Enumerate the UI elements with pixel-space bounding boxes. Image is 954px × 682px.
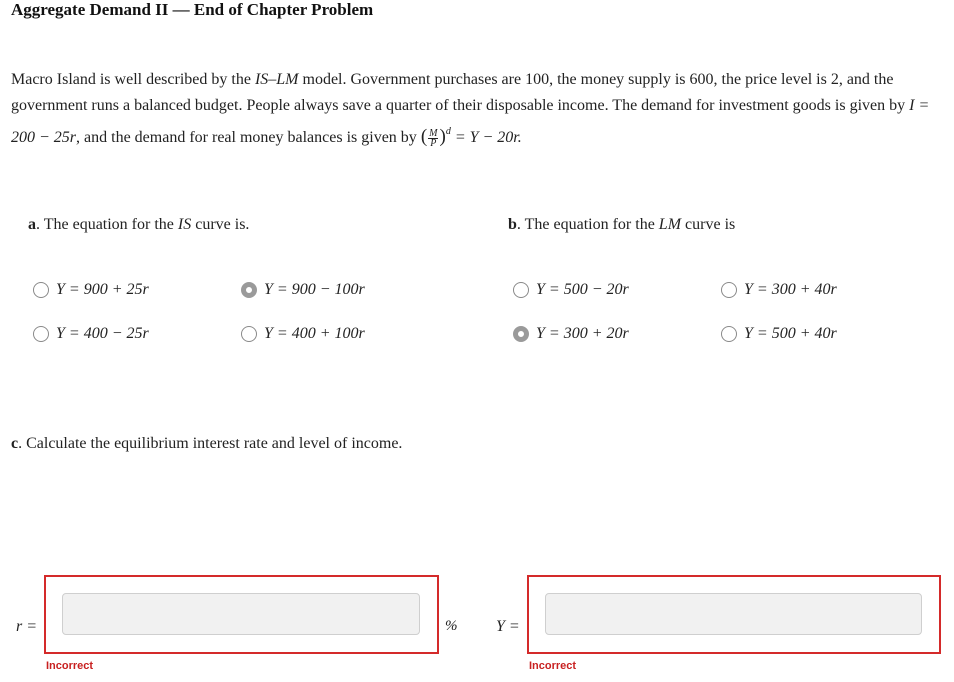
lm-option-1[interactable] <box>513 281 629 299</box>
lm-option-2[interactable] <box>721 281 837 299</box>
part-b-curve: LM <box>658 216 682 233</box>
part-a-curve: IS <box>177 216 192 233</box>
income-feedback: Incorrect <box>529 660 577 672</box>
radio-button[interactable] <box>33 326 49 342</box>
part-b-letter: b <box>508 216 517 233</box>
option-label: Y = 900 + 25r <box>56 281 149 298</box>
income-input[interactable] <box>545 593 922 635</box>
interest-rate-input[interactable] <box>62 593 420 635</box>
problem-text-3: , and the demand for real money balances is given by <box>76 129 421 146</box>
radio-button[interactable] <box>721 282 737 298</box>
option-label: Y = 500 + 40r <box>744 325 837 342</box>
part-a-letter: a <box>28 216 36 233</box>
option-label: Y = 300 + 20r <box>536 325 629 342</box>
part-a-text-end: curve is. <box>191 216 250 233</box>
investment-equation: I = 200 − 25r <box>11 97 930 146</box>
option-label: Y = 300 + 40r <box>744 281 837 298</box>
money-demand-equation: = Y − 20r. <box>450 129 522 146</box>
part-b-text: . The equation for the <box>516 216 659 233</box>
is-option-2[interactable] <box>241 281 365 299</box>
lm-option-4[interactable] <box>721 325 837 343</box>
part-a-text: . The equation for the <box>36 216 178 233</box>
part-c-text: . Calculate the equilibrium interest rate and level of income. <box>18 435 403 452</box>
radio-button[interactable] <box>241 326 257 342</box>
fraction-denominator: P <box>430 137 437 149</box>
open-paren: ( <box>420 126 428 147</box>
money-fraction <box>428 129 438 148</box>
demand-superscript: d <box>445 126 451 137</box>
is-option-3[interactable] <box>33 325 149 343</box>
radio-button[interactable] <box>33 282 49 298</box>
option-label: Y = 900 − 100r <box>264 281 365 298</box>
option-label: Y = 400 − 25r <box>56 325 149 342</box>
part-b-label <box>508 216 735 234</box>
is-option-1[interactable] <box>33 281 149 299</box>
radio-button[interactable] <box>721 326 737 342</box>
problem-statement <box>11 67 941 151</box>
close-paren: ) <box>439 126 446 147</box>
fraction-numerator: M <box>429 127 438 139</box>
part-c-label <box>11 435 402 453</box>
part-b-text-end: curve is <box>681 216 736 233</box>
model-name: IS–LM <box>254 71 299 88</box>
option-label: Y = 500 − 20r <box>536 281 629 298</box>
lm-option-3[interactable] <box>513 325 629 343</box>
option-label: Y = 400 + 100r <box>264 325 365 342</box>
part-c-letter: c <box>11 435 19 452</box>
radio-button[interactable] <box>513 282 529 298</box>
page-title: Aggregate Demand II — End of Chapter Problem <box>11 0 374 19</box>
is-option-4[interactable] <box>241 325 365 343</box>
percent-unit: % <box>445 618 458 634</box>
radio-button[interactable] <box>241 282 257 298</box>
problem-text-2: model. Government purchases are 100, the money supply is 600, the price level is 2, and the government runs a balanced budget. People always save a quarter of their disposable income. The demand for investment goods is given by <box>11 71 910 114</box>
income-label: Y = <box>496 618 520 635</box>
radio-button[interactable] <box>513 326 529 342</box>
problem-text-1: Macro Island is well described by the <box>11 71 255 88</box>
part-a-label <box>28 216 249 234</box>
interest-rate-feedback: Incorrect <box>46 660 94 672</box>
interest-rate-label: r = <box>16 618 38 635</box>
